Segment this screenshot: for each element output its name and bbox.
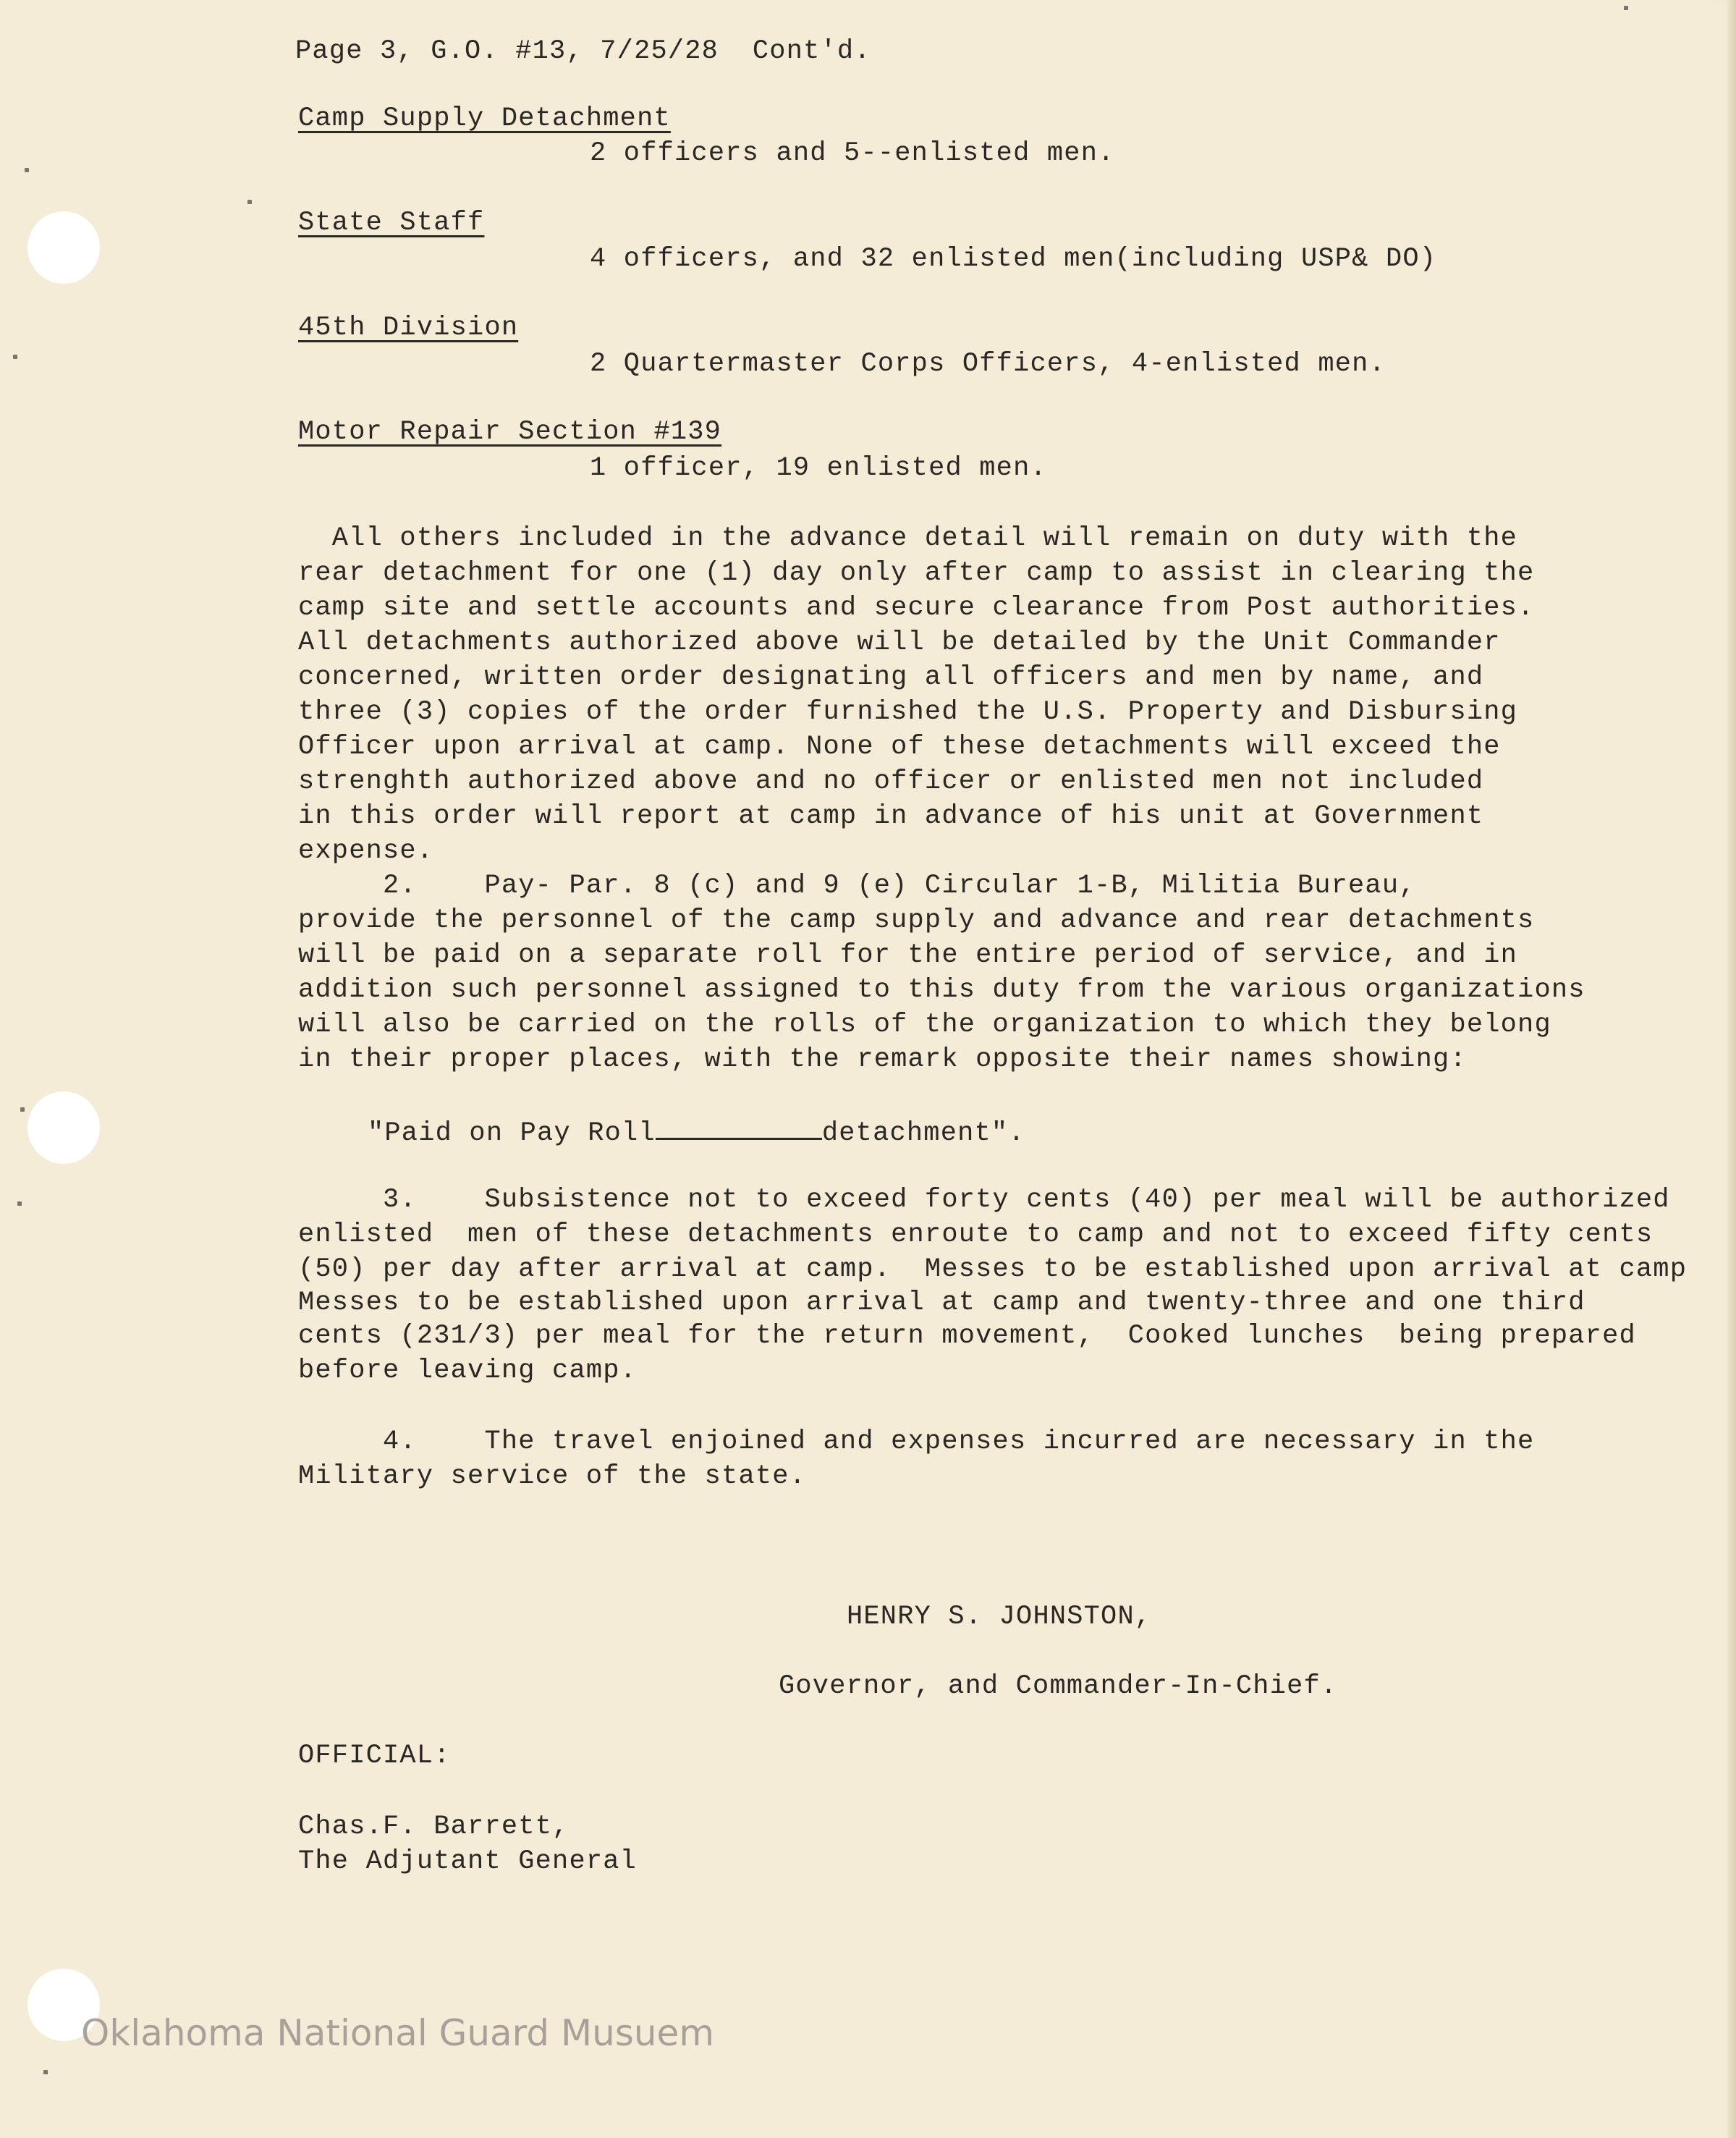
paper-speck (25, 168, 29, 172)
paper-speck (13, 355, 17, 359)
paragraph-1-line: strenghth authorized above and no officer or enlisted men not included (298, 766, 1484, 797)
pay-roll-remark (368, 1113, 1025, 1151)
section-heading-camp-supply: Camp Supply Detachment (298, 103, 671, 134)
paper-speck (247, 200, 252, 204)
paper-speck (1624, 6, 1628, 10)
paragraph-4-line: 4. The travel enjoined and expenses incurred are necessary in the (298, 1427, 1535, 1457)
paper-speck (20, 1107, 25, 1112)
paper-speck (17, 1201, 22, 1206)
punch-hole-middle (27, 1091, 100, 1164)
paragraph-1-line: expense. (298, 836, 434, 866)
paper-speck (43, 2070, 48, 2074)
official-label: OFFICIAL: (298, 1741, 451, 1771)
section-heading-state-staff: State Staff (298, 208, 485, 238)
section-heading-motor-repair: Motor Repair Section #139 (298, 417, 722, 447)
paragraph-1-line: three (3) copies of the order furnished the U.S. Property and Disbursing (298, 697, 1518, 727)
section-heading-45th-division: 45th Division (298, 313, 519, 343)
paragraph-2-line: in their proper places, with the remark opposite their names showing: (298, 1044, 1467, 1075)
section-detail-motor-repair: 1 officer, 19 enlisted men. (590, 453, 1047, 483)
paragraph-2-line: addition such personnel assigned to this duty from the various organizations (298, 975, 1585, 1005)
punch-hole-top (27, 211, 100, 284)
paragraph-3-line: before leaving camp. (298, 1356, 638, 1386)
signature-name: HENRY S. JOHNSTON, (847, 1602, 1152, 1632)
paragraph-3-line: cents (231/3) per meal for the return movement, Cooked lunches being prepared (298, 1321, 1636, 1351)
paragraph-1-line: concerned, written order designating all officers and men by name, and (298, 662, 1484, 693)
official-title: The Adjutant General (298, 1846, 638, 1877)
remark-blank-line (656, 1113, 822, 1140)
paragraph-2-line: 2. Pay- Par. 8 (c) and 9 (e) Circular 1-B, Militia Bureau, (298, 871, 1416, 901)
paragraph-3-line: (50) per day after arrival at camp. Messes to be established upon arrival at camp (298, 1254, 1688, 1285)
paragraph-2-line: will also be carried on the rolls of the organization to which they belong (298, 1010, 1551, 1040)
section-detail-camp-supply: 2 officers and 5--enlisted men. (590, 138, 1115, 169)
museum-watermark: Oklahoma National Guard Musuem (81, 2012, 715, 2054)
paragraph-1-line: All detachments authorized above will be detailed by the Unit Commander (298, 628, 1501, 658)
signature-title: Governor, and Commander-In-Chief. (779, 1671, 1338, 1702)
paragraph-1-line: in this order will report at camp in advance of his unit at Government (298, 801, 1484, 832)
page-header: Page 3, G.O. #13, 7/25/28 Cont'd. (295, 36, 871, 67)
paragraph-4-line: Military service of the state. (298, 1461, 807, 1492)
paragraph-1-line: All others included in the advance detail will remain on duty with the (298, 523, 1518, 554)
paragraph-1-line: camp site and settle accounts and secure clearance from Post authorities. (298, 593, 1535, 623)
pay-roll-remark-after: detachment". (821, 1118, 1025, 1149)
paragraph-1-line: rear detachment for one (1) day only after camp to assist in clearing the (298, 558, 1535, 588)
paragraph-1-line: Officer upon arrival at camp. None of these detachments will exceed the (298, 732, 1501, 762)
paragraph-2-line: provide the personnel of the camp supply and advance and rear detachments (298, 905, 1535, 936)
paragraph-3-line: 3. Subsistence not to exceed forty cents (40) per meal will be authorized (298, 1185, 1670, 1215)
paragraph-3-line: Messes to be established upon arrival at camp and twenty-three and one third (298, 1288, 1585, 1318)
paragraph-3-line: enlisted men of these detachments enroute to camp and not to exceed fifty cents (298, 1220, 1654, 1250)
section-detail-45th-division: 2 Quartermaster Corps Officers, 4-enlisted men. (590, 349, 1386, 379)
section-detail-state-staff: 4 officers, and 32 enlisted men(including USP& DO) (590, 244, 1437, 274)
paragraph-2-line: will be paid on a separate roll for the entire period of service, and in (298, 940, 1518, 971)
official-name: Chas.F. Barrett, (298, 1812, 570, 1842)
pay-roll-remark-before: "Paid on Pay Roll (368, 1118, 656, 1149)
page-edge (1727, 0, 1736, 2138)
